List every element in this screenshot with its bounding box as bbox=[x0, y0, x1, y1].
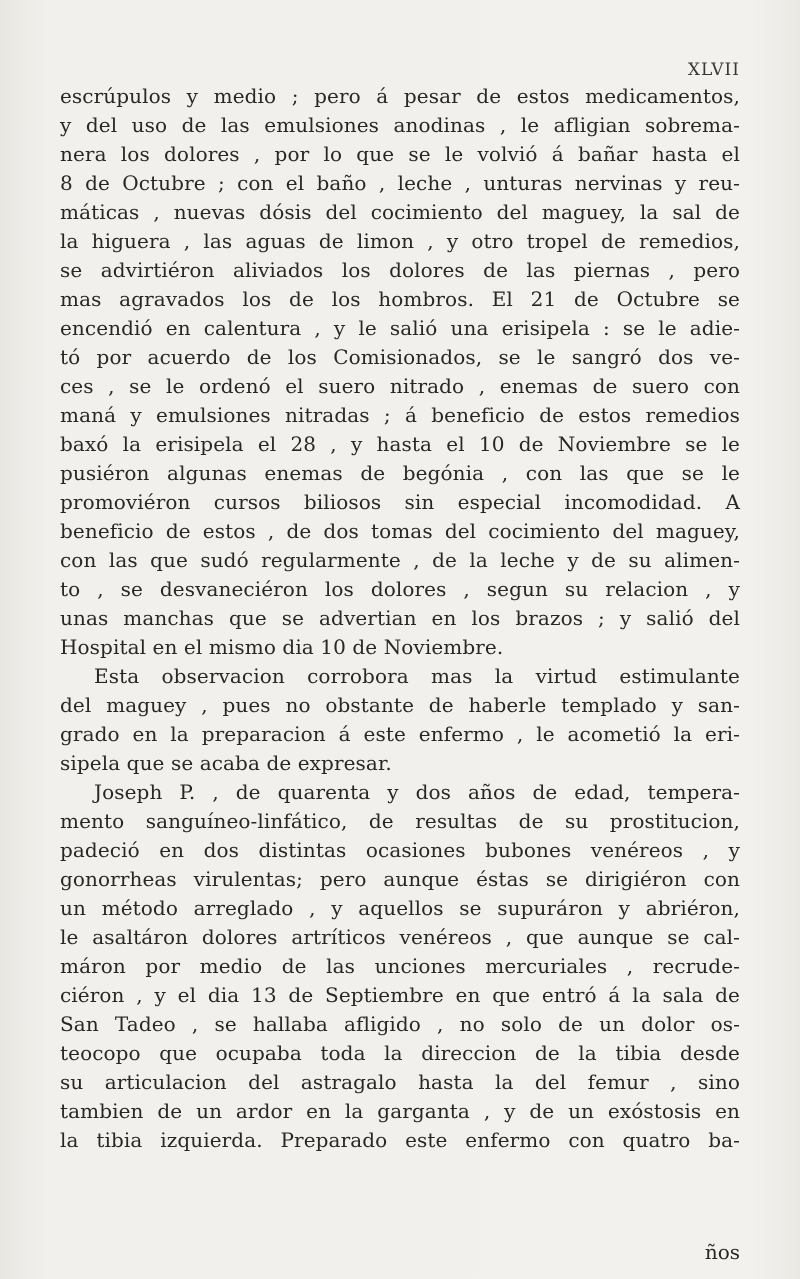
text-line: maná y emulsiones nitradas ; á beneficio de estos remedios bbox=[60, 403, 740, 427]
catchword: ños bbox=[704, 1240, 740, 1264]
text-line: promoviéron cursos biliosos sin especial incomodidad. A bbox=[60, 490, 740, 514]
text-line: San Tadeo , se hallaba afligido , no solo de un dolor os- bbox=[60, 1012, 740, 1036]
text-line: Hospital en el mismo dia 10 de Noviembre. bbox=[60, 635, 504, 659]
text-line: con las que sudó regularmente , de la leche y de su alimen- bbox=[60, 548, 740, 572]
text-line: le asaltáron dolores artríticos venéreos , que aunque se cal- bbox=[60, 925, 740, 949]
text-line: un método arreglado , y aquellos se supuráron y abriéron, bbox=[60, 896, 740, 920]
text-line: teocopo que ocupaba toda la direccion de la tibia desde bbox=[60, 1041, 740, 1065]
text-line: la tibia izquierda. Preparado este enfermo con quatro ba- bbox=[60, 1128, 740, 1152]
text-line: escrúpulos y medio ; pero á pesar de estos medicamentos, bbox=[60, 84, 740, 108]
text-line: encendió en calentura , y le salió una erisipela : se le adie- bbox=[60, 316, 740, 340]
text-line: 8 de Octubre ; con el baño , leche , unturas nervinas y reu- bbox=[60, 171, 740, 195]
text-line: sipela que se acaba de expresar. bbox=[60, 751, 392, 775]
text-line: mento sanguíneo-linfático, de resultas de su prostitucion, bbox=[60, 809, 740, 833]
text-line: nera los dolores , por lo que se le volvió á bañar hasta el bbox=[60, 142, 740, 166]
text-line: ciéron , y el dia 13 de Septiembre en que entró á la sala de bbox=[60, 983, 740, 1007]
text-line: del maguey , pues no obstante de haberle templado y san- bbox=[60, 693, 740, 717]
text-line: pusiéron algunas enemas de begónia , con las que se le bbox=[60, 461, 740, 485]
text-line: to , se desvaneciéron los dolores , segun su relacion , y bbox=[60, 577, 740, 601]
text-line: grado en la preparacion á este enfermo , le acometió la eri- bbox=[60, 722, 740, 746]
text-line: su articulacion del astragalo hasta la del femur , sino bbox=[60, 1070, 740, 1094]
text-line: unas manchas que se advertian en los brazos ; y salió del bbox=[60, 606, 740, 630]
text-line: tó por acuerdo de los Comisionados, se le sangró dos ve- bbox=[60, 345, 740, 369]
text-line: y del uso de las emulsiones anodinas , le afligian sobrema- bbox=[60, 113, 740, 137]
text-line: se advirtiéron aliviados los dolores de las piernas , pero bbox=[60, 258, 740, 282]
text-line: beneficio de estos , de dos tomas del cocimiento del maguey, bbox=[60, 519, 740, 543]
text-line: Joseph P. , de quarenta y dos años de edad, tempera- bbox=[94, 780, 740, 804]
page-number-header: XLVII bbox=[687, 60, 740, 80]
text-line: padeció en dos distintas ocasiones bubones venéreos , y bbox=[60, 838, 740, 862]
text-line: Esta observacion corrobora mas la virtud estimulante bbox=[94, 664, 740, 688]
text-line: mas agravados los de los hombros. El 21 de Octubre se bbox=[60, 287, 740, 311]
text-line: baxó la erisipela el 28 , y hasta el 10 de Noviembre se le bbox=[60, 432, 740, 456]
text-line: tambien de un ardor en la garganta , y de un exóstosis en bbox=[60, 1099, 740, 1123]
text-line: gonorrheas virulentas; pero aunque éstas se dirigiéron con bbox=[60, 867, 740, 891]
text-line: máticas , nuevas dósis del cocimiento del maguey, la sal de bbox=[60, 200, 740, 224]
body-text bbox=[60, 82, 740, 1155]
text-line: ces , se le ordenó el suero nitrado , enemas de suero con bbox=[60, 374, 740, 398]
text-line: la higuera , las aguas de limon , y otro tropel de remedios, bbox=[60, 229, 740, 253]
text-line: máron por medio de las unciones mercuriales , recrude- bbox=[60, 954, 740, 978]
